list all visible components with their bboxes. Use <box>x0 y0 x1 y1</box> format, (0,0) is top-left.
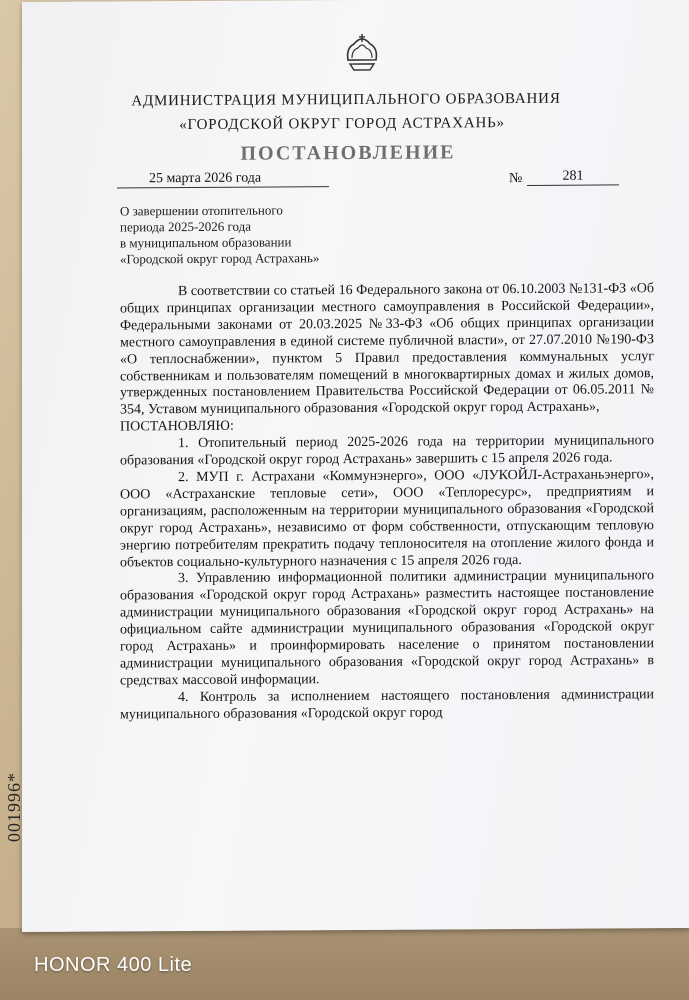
margin-stamp: 001996* <box>4 772 24 842</box>
subject-line: периода 2025-2026 года <box>120 218 252 235</box>
subject-line: в муниципальном образовании <box>120 234 292 251</box>
document-sheet <box>22 0 689 932</box>
header-line-1: АДМИНИСТРАЦИЯ МУНИЦИПАЛЬНОГО ОБРАЗОВАНИЯ <box>131 90 561 110</box>
header-line-2: «ГОРОДСКОЙ ОКРУГ ГОРОД АСТРАХАНЬ» <box>179 115 505 134</box>
document-date: 25 марта 2026 года <box>117 170 329 188</box>
item-paragraph: 4. Контроль за исполнением настоящего постановления администрации муниципального образования «Городской округ город <box>120 686 654 723</box>
item-paragraph: 3. Управлению информационной политики администрации муниципального образования «Городской округ город Астрахань» разместить настоящее постановление администрации муниципального образования «Городской округ город Астрахань» на официальном сайте администрации муниципального образования «Городской округ город Астрахань» и проинформировать население о принятом постановлении администрации муниципального образования «Городской округ город Астрахань» в средствах массовой информации. <box>120 568 654 689</box>
camera-watermark: HONOR 400 Lite <box>34 954 193 976</box>
document-number: 281 <box>527 168 619 186</box>
decree-word: ПОСТАНОВЛЯЮ: <box>120 418 234 435</box>
preamble-paragraph: В соответствии со статьей 16 Федерального закона от 06.10.2003 №131-ФЗ «Об общих принципах организации местного самоуправления в Российской Федерации», Федеральными законами от 20.03.2025 №33-ФЗ «Об общих принципах организации местного самоуправления в единой системе публичной власти», от 27.07.2010 №190-ФЗ «О теплоснабжении», пунктом 5 Правил предоставления коммунальных услуг собственникам и пользователям помещений в многоквартирных домах и жилых домов, утвержденных постановлением Правительства Российской Федерации от 06.05.2011 № 354, Уставом муниципального образования «Городской округ город Астрахань», <box>120 281 654 418</box>
subject-line: О завершении отопительного <box>120 202 283 219</box>
number-sign: № <box>509 170 523 187</box>
subject-line: «Городской округ город Астрахань» <box>120 250 320 267</box>
item-paragraph: 2. МУП г. Астрахани «Коммунэнерго», ООО «ЛУКОЙЛ-Астраханьэнерго», ООО «Астраханские тепловые сети», ООО «Теплоресурс», предприятиям и организациям, расположенным на территории муниципального образования «Городской округ город Астрахань», независимо от форм собственности, отпускающим тепловую энергию потребителям прекратить подачу теплоносителя на отопление жилого фонда и объектов социально-культурного назначения с 15 апреля 2026 года. <box>120 467 654 570</box>
item-paragraph: 1. Отопительный период 2025-2026 года на территории муниципального образования «Городской округ город Астрахань» завершить с 15 апреля 2026 года. <box>120 433 654 469</box>
coat-of-arms-icon <box>340 30 384 74</box>
subject-block <box>120 202 420 268</box>
document-body <box>120 281 654 724</box>
document-title: ПОСТАНОВЛЕНИЕ <box>240 141 456 165</box>
